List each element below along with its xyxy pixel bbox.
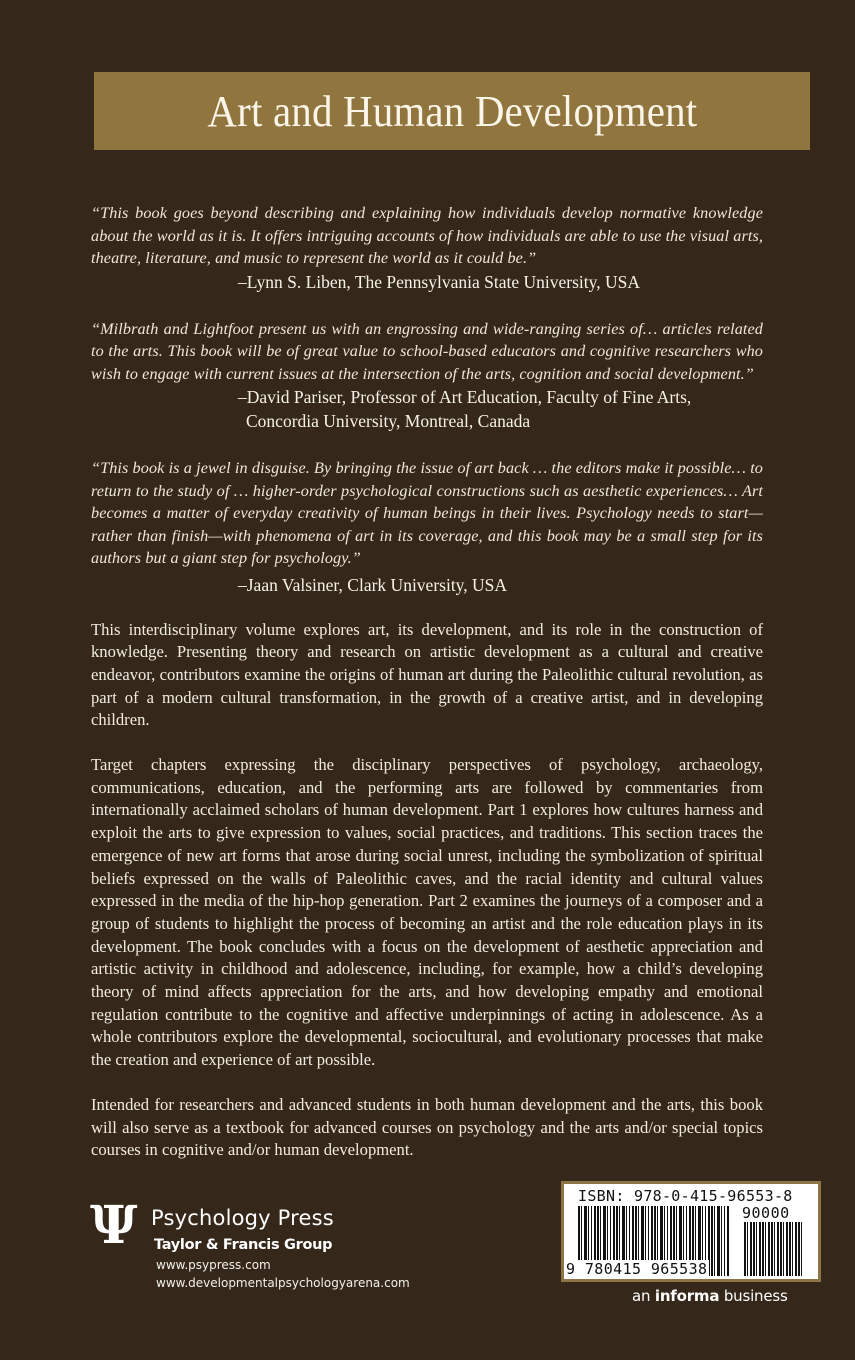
isbn-barcode bbox=[561, 1181, 821, 1282]
endorsement-attribution: –David Pariser, Professor of Art Education, Faculty of Fine Arts, bbox=[238, 387, 692, 407]
endorsement-1 bbox=[91, 202, 763, 294]
endorsement-attribution-line2: Concordia University, Montreal, Canada bbox=[246, 411, 531, 431]
endorsement-quote: “This book goes beyond describing and explaining how individuals develop normative knowledge about the world as it is. It offers intriguing accounts of how individuals are able to use the visual arts, theatre, literature, and music to represent the world as it could be.” bbox=[91, 204, 763, 267]
endorsement-attribution: –Lynn S. Liben, The Pennsylvania State University, USA bbox=[238, 271, 640, 292]
informa-suffix: business bbox=[719, 1287, 788, 1305]
barcode-addon-number: 90000 bbox=[742, 1204, 790, 1222]
back-cover-content bbox=[91, 202, 763, 1184]
informa-brand: informa bbox=[654, 1287, 720, 1305]
informa-tagline bbox=[632, 1287, 788, 1305]
endorsement-quote: “This book is a jewel in disguise. By bringing the issue of art back … the editors make it possible… to return to the study of … higher-order psychological constructions such as aesthetic experiences… Art becomes a matter of everyday creativity of human beings in their lives. Psychology needs to start—rather than finish—with phenomena of art in its coverage, and this book may be a small step for its authors but a giant step for psychology.” bbox=[91, 459, 763, 567]
ean-number: 9 780415 965538 bbox=[566, 1260, 708, 1278]
title-band bbox=[94, 72, 810, 150]
publisher-name: Psychology Press bbox=[151, 1206, 334, 1230]
description-paragraph-3: Intended for researchers and advanced students in both human development and the arts, this book will also serve as a textbook for advanced courses on psychology and the arts and/or special topics courses in cognitive and/or human development. bbox=[91, 1094, 763, 1160]
isbn-label: ISBN: 978-0-415-96553-8 bbox=[578, 1187, 793, 1205]
publisher-url: www.psypress.com bbox=[156, 1258, 271, 1272]
endorsement-quote: “Milbrath and Lightfoot present us with an engrossing and wide-ranging series of… articles related to the arts. This book will be of great value to school-based educators and cognitive researchers who wish to engage with current issues at the intersection of the arts, cognition and social development.” bbox=[91, 319, 763, 383]
description-paragraph-2: Target chapters expressing the disciplinary perspectives of psychology, archaeology, communications, education, and the performing arts are followed by commentaries from internationally acclaimed scholars of human development. Part 1 explores how cultures harness and exploit the arts to give expression to values, social practices, and traditions. This section traces the emergence of new art forms that arose during social unrest, including the symbolization of spiritual beliefs expressed on the walls of Paleolithic caves, and the racial identity and cultural values expressed in the media of the hip-hop generation. Part 2 examines the journeys of a composer and a group of students to highlight the process of becoming an artist and the role education plays in its development. The book concludes with a focus on the development of aesthetic appreciation and artistic activity in childhood and adolescence, including, for example, how a child’s developing theory of mind affects appreciation for the arts, and how developing empathy and emotional regulation contribute to the cognitive and affective underpinnings of acting in adolescence. As a whole contributors explore the developmental, sociocultural, and evolutionary processes that make the creation and experience of art possible. bbox=[91, 755, 763, 1070]
psi-logo-icon: Ψ bbox=[90, 1195, 138, 1256]
endorsement-attribution: –Jaan Valsiner, Clark University, USA bbox=[238, 574, 508, 595]
endorsement-2 bbox=[91, 318, 763, 434]
addon-bars-icon bbox=[744, 1222, 804, 1276]
book-title: Art and Human Development bbox=[207, 86, 697, 136]
publisher-group: Taylor & Francis Group bbox=[154, 1237, 333, 1253]
informa-prefix: an bbox=[632, 1287, 655, 1305]
endorsement-3 bbox=[91, 457, 763, 597]
publisher-block bbox=[90, 1195, 470, 1300]
description-paragraph-1: This interdisciplinary volume explores art, its development, and its role in the construction of knowledge. Presenting theory and research on artistic development as a cultural and creative endeavor, contributors examine the origins of human art during the Paleolithic cultural revolution, as part of a modern cultural transformation, in the growth of a creative artist, and in developing children. bbox=[91, 619, 763, 730]
publisher-url-2: www.developmentalpsychologyarena.com bbox=[156, 1276, 410, 1290]
